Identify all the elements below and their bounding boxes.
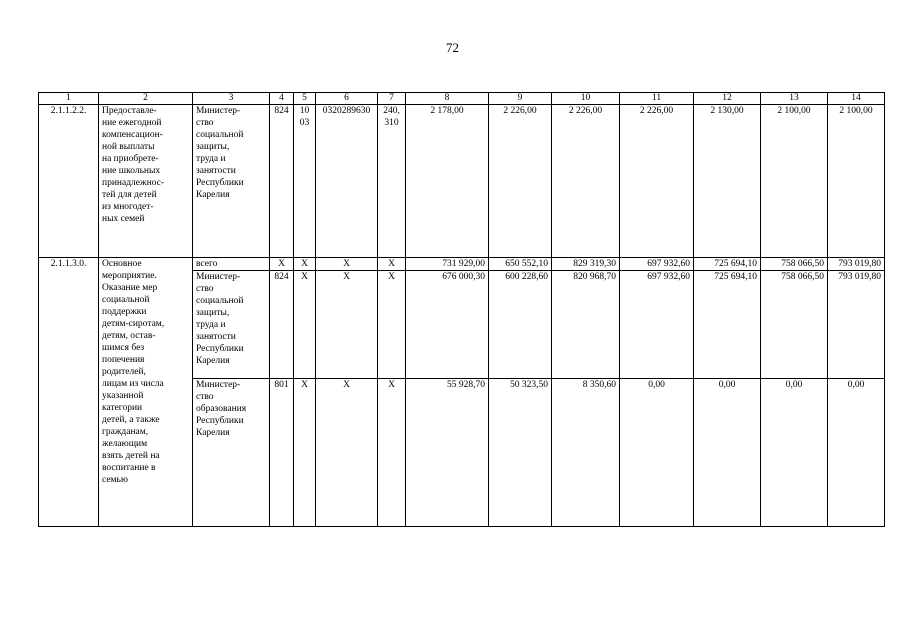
text-line: из многодет- [102,202,154,212]
text-line: социальной [196,296,244,306]
col-header: 5 [294,93,316,105]
col-header: 4 [270,93,294,105]
text-line: взять детей на [102,451,160,461]
value-cell: 676 000,30 [406,271,489,379]
text-line: 240, [383,106,400,116]
text-line: защиты, [196,142,230,152]
value-cell: 50 323,50 [489,379,552,527]
value-cell: 725 694,10 [694,271,761,379]
row-code: 2.1.1.3.0. [39,258,99,527]
value-cell: 731 929,00 [406,258,489,271]
value-cell: 8 350,60 [552,379,620,527]
text-line: ных семей [102,214,145,224]
value-cell: 697 932,60 [620,258,694,271]
col-header: 10 [552,93,620,105]
executor-name [193,271,270,379]
col-header: 2 [99,93,193,105]
grbs-code: 824 [270,105,294,258]
col-header: 14 [828,93,885,105]
text-line: ной выплаты [102,142,155,152]
measure-name [99,258,193,527]
x-cell: X [316,379,378,527]
col-header: 1 [39,93,99,105]
col-header: 9 [489,93,552,105]
x-cell: X [294,271,316,379]
col-header: 6 [316,93,378,105]
value-cell: 2 226,00 [489,105,552,258]
x-cell: X [270,258,294,271]
text-line: принадлежнос- [102,178,165,188]
grbs-code: 801 [270,379,294,527]
value-cell: 2 178,00 [406,105,489,258]
text-line: защиты, [196,308,230,318]
col-header: 13 [761,93,828,105]
value-cell: 820 968,70 [552,271,620,379]
text-line: ние школьных [102,166,161,176]
text-line: Карелия [196,190,230,200]
value-cell: 2 226,00 [620,105,694,258]
value-cell: 0,00 [694,379,761,527]
value-cell: 829 319,30 [552,258,620,271]
text-line: ство [196,118,214,128]
col-header: 8 [406,93,489,105]
text-line: попечения [102,355,145,365]
text-line: социальной [102,295,150,305]
value-cell: 2 100,00 [761,105,828,258]
text-line: Республики [196,416,244,426]
text-line: семью [102,475,128,485]
text-line: Предоставле- [102,106,157,116]
text-line: детям-сиротам, [102,319,165,329]
col-header: 3 [193,93,270,105]
text-line: Министер- [196,106,241,116]
table-row [39,105,885,258]
executor-name [193,379,270,527]
row-code: 2.1.1.2.2. [39,105,99,258]
x-cell: X [378,379,406,527]
total-label: всего [193,258,270,271]
text-line: Основное [102,259,142,269]
text-line: лицам из числа [102,379,164,389]
value-cell: 697 932,60 [620,271,694,379]
text-line: Министер- [196,380,241,390]
text-line: категории [102,403,143,413]
measure-name [99,105,193,258]
value-cell: 0,00 [620,379,694,527]
col-header: 11 [620,93,694,105]
col-header: 12 [694,93,761,105]
text-line: 310 [384,118,399,128]
budget-table [38,92,885,527]
text-line: Республики [196,344,244,354]
text-line: Республики [196,178,244,188]
text-line: Оказание мер [102,283,158,293]
text-line: шимся без [102,343,145,353]
text-line: Карелия [196,356,230,366]
x-cell: X [316,271,378,379]
x-cell: X [378,258,406,271]
grbs-code: 824 [270,271,294,379]
text-line: ние ежегодной [102,118,162,128]
value-cell: 758 066,50 [761,258,828,271]
text-line: Карелия [196,428,230,438]
page-number: 72 [446,40,459,55]
value-cell: 793 019,80 [828,271,885,379]
value-cell: 2 100,00 [828,105,885,258]
text-line: 10 [299,106,310,116]
value-cell: 600 228,60 [489,271,552,379]
text-line: желающим [102,439,148,449]
rzpr-code [294,105,316,258]
value-cell: 0,00 [828,379,885,527]
value-cell: 2 226,00 [552,105,620,258]
text-line: Министер- [196,272,241,282]
x-cell: X [378,271,406,379]
x-cell: X [316,258,378,271]
text-line: занятости [196,332,236,342]
text-line: детям, остав- [102,331,156,341]
value-cell: 55 928,70 [406,379,489,527]
vr-code [378,105,406,258]
text-line: поддержки [102,307,147,317]
x-cell: X [294,379,316,527]
text-line: на приобрете- [102,154,159,164]
text-line: образования [196,404,247,414]
text-line: мероприятие. [102,271,157,281]
value-cell: 758 066,50 [761,271,828,379]
value-cell: 0,00 [761,379,828,527]
text-line: социальной [196,130,244,140]
text-line: труда и [196,154,226,164]
text-line: гражданам, [102,427,149,437]
text-line: труда и [196,320,226,330]
value-cell: 650 552,10 [489,258,552,271]
text-line: ство [196,392,214,402]
text-line: детей, а также [102,415,160,425]
text-line: 03 [299,118,310,128]
executor-name [193,105,270,258]
header-row [39,93,885,105]
text-line: воспитание в [102,463,156,473]
csr-code: 0320289630 [316,105,378,258]
text-line: занятости [196,166,236,176]
table-row [39,258,885,271]
text-line: тей для детей [102,190,157,200]
text-line: указанной [102,391,144,401]
value-cell: 793 019,80 [828,258,885,271]
x-cell: X [294,258,316,271]
text-line: ство [196,284,214,294]
col-header: 7 [378,93,406,105]
text-line: родителей, [102,367,146,377]
value-cell: 725 694,10 [694,258,761,271]
value-cell: 2 130,00 [694,105,761,258]
text-line: компенсацион- [102,130,163,140]
